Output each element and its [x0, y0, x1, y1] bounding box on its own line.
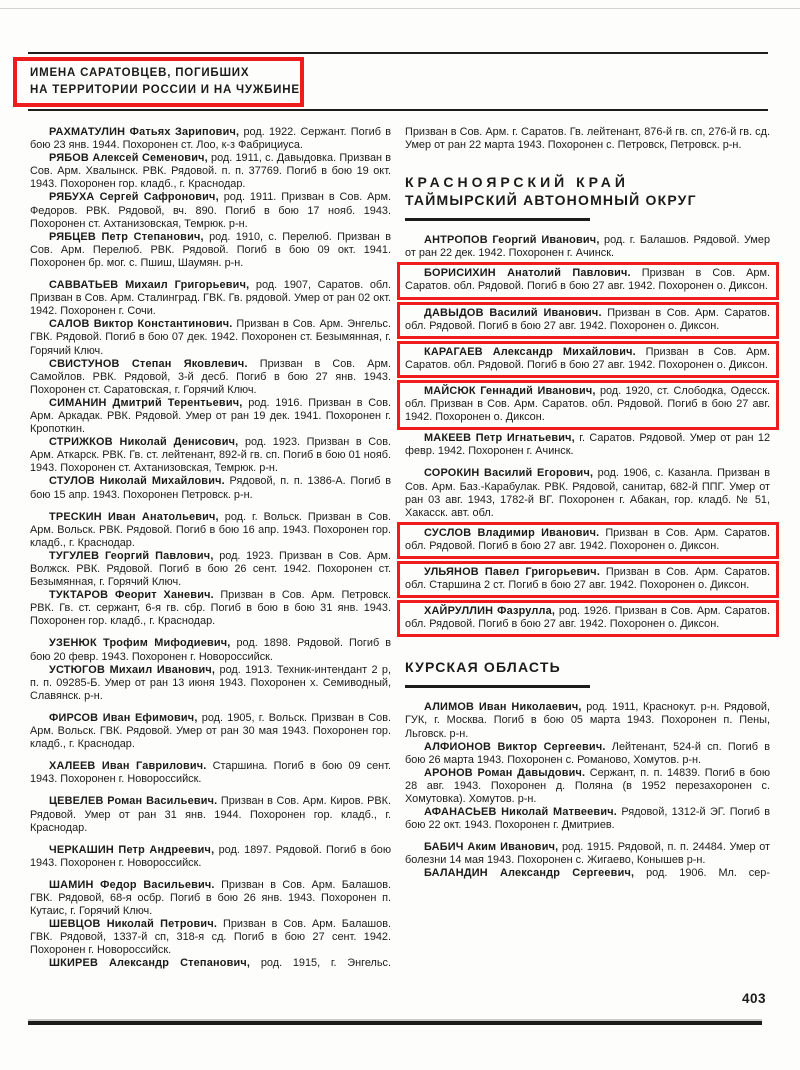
entry-person-name: ШКИРЕВ Александр Степанович,	[49, 957, 251, 970]
entry-details: Призван в Сов. Арм. Балашов. ГВК. Рядовой, 68-я осбр. Погиб в бою 26 янв. 1943. Похоронен п. Кутаис, г. Горячий Ключ.	[30, 878, 392, 918]
entry-person-name: РЯБЦЕВ Петр Степанович,	[49, 230, 204, 243]
entry-details: род. 1911, Краснокут. р-н. Рядовой, ГУК, г. Москва. Погиб в бою 05 марта 1943. Похоронен п. Пены, Льговск. р-н.	[405, 701, 770, 740]
header-rule-top	[28, 52, 768, 54]
entry-person-name: ХАЛЕЕВ Иван Гаврилович.	[49, 760, 207, 773]
memorial-entry-highlighted	[397, 561, 779, 598]
entry-person-name: СИМАНИН Дмитрий Терентьевич,	[49, 396, 243, 409]
entry-person-name: УЗЕНЮК Трофим Мифодиевич,	[49, 637, 231, 650]
memorial-entry	[30, 589, 391, 628]
entry-details: Призван в Сов. Арм. Энгельс. ГВК. Рядовой. Погиб в бою 07 дек. 1942. Похоронен ст. Безымянная, г. Горячий Ключ.	[30, 318, 392, 357]
entry-person-name: РЯБУХА Сергей Сафронович,	[49, 191, 219, 204]
memorial-entry-highlighted	[397, 380, 779, 430]
section-heading-line: КУРСКАЯ ОБЛАСТЬ	[405, 659, 561, 676]
entry-person-name: ТРЕСКИН Иван Анатольевич,	[49, 510, 219, 523]
entry-person-name: МАКЕЕВ Петр Игнатьевич,	[424, 432, 575, 445]
entry-details: род. г. Балашов. Рядовой. Умер от ран 22 дек. 1942. Похоронен г. Ачинск.	[405, 234, 771, 260]
memorial-entry	[30, 231, 391, 270]
section-heading-line: ТАЙМЫРСКИЙ АВТОНОМНЫЙ ОКРУГ	[405, 192, 697, 209]
entry-person-name: УСТЮГОВ Михаил Иванович,	[49, 663, 216, 676]
entry-person-name: ДАВЫДОВ Василий Иванович.	[424, 306, 602, 319]
entry-person-name: КАРАГАЕВ Александр Михайлович.	[424, 345, 636, 358]
entry-person-name: РЯБОВ Алексей Семенович,	[49, 152, 208, 165]
memorial-entry-highlighted	[397, 302, 779, 339]
entry-person-name: ЧЕРКАШИН Петр Андреевич,	[49, 843, 215, 856]
memorial-entry-highlighted	[397, 522, 779, 559]
memorial-entry	[30, 664, 391, 703]
memorial-entry	[405, 701, 770, 740]
memorial-entry-highlighted	[397, 600, 779, 637]
entry-person-name: ШЕВЦОВ Николай Петрович.	[49, 918, 218, 931]
entry-details: Призван в Сов. Арм. Саратов. обл. Рядовой. Погиб в бою 27 авг. 1942. Похоронен о. Диксон.	[405, 345, 770, 371]
memorial-entry	[30, 279, 391, 318]
entry-person-name: ШАМИН Федор Васильевич.	[49, 878, 215, 891]
entry-person-name: УЛЬЯНОВ Павел Григорьевич.	[424, 565, 601, 578]
memorial-entry	[405, 432, 770, 458]
right-column	[405, 126, 770, 971]
entry-details: Призван в Сов. Арм. Киров. РВК. Рядовой. Умер от ран 31 янв. 1944. Похоронен гор. кладб., г. Краснодар.	[30, 795, 392, 834]
entry-details: род. 1910, с. Перелюб. Призван в Сов. Арм. Перелюб. РВК. Рядовой. Погиб в бою 09 окт. 1941. Похоронен бр. мог. с. Пшиш, Шаумян. р-н.	[30, 230, 392, 269]
entry-person-name: СУСЛОВ Владимир Иванович.	[424, 526, 600, 539]
entry-details: Сержант, п. п. 14839. Погиб в бою 28 авг. 1943. Похоронен д. Поляна (в 1952 перезахоронен с. Хомутовка). Хомутов. р-н.	[405, 766, 770, 805]
entry-details: род. 1920, ст. Слободка, Одесск. обл. Призван в Сов. Арм. Саратов. обл. Рядовой. Погиб в бою 27 авг. 1942. Похоронен о. Диксон.	[405, 384, 770, 424]
entry-person-name: СВИСТУНОВ Степан Яковлевич.	[49, 357, 248, 370]
memorial-entry	[405, 741, 770, 767]
memorial-entry	[30, 879, 391, 918]
page-header-title-box	[13, 57, 304, 107]
entry-details: род. 1897. Рядовой. Погиб в бою 1943. Похоронен г. Новороссийск.	[30, 843, 392, 869]
entry-details: Призван в Сов. Арм. г. Саратов. Гв. лейтенант, 876-й гв. сп, 276-й гв. сд. Умер от ран 22 марта 1943. Похоронен с. Петровск, Петровск. р-н.	[405, 126, 770, 152]
memorial-entry	[30, 795, 391, 834]
entry-details: Призван в Сов. Арм. Самойлов. РВК. Рядовой, 3-й десб. Погиб в бою 27 янв. 1943. Похоронен ст. Саратовская, г. Горячий Ключ.	[30, 357, 392, 396]
memorial-entry-highlighted	[397, 262, 779, 299]
entry-details: род. 1913. Техник-интендант 2 р, п. п. 09285-Б. Умер от ран 13 июня 1943. Похоронен х. Семиводный, Славянск. р-н.	[30, 663, 392, 702]
entry-details: Призван в Сов. Арм. Саратов. обл. Рядовой. Погиб в бою 27 авг. 1942. Похоронен о. Диксон.	[405, 306, 770, 332]
entry-details: г. Саратов. Рядовой. Умер от ран 12 февр. 1942. Похоронен г. Ачинск.	[405, 432, 771, 458]
entry-person-name: БОРИСИХИН Анатолий Павлович.	[424, 267, 631, 280]
memorial-entry	[30, 126, 391, 152]
entry-person-name: АЛИМОВ Иван Николаевич,	[424, 701, 582, 714]
entry-details: Призван в Сов. Арм. Саратов. обл. Старшина 2 ст. Погиб в бою 27 авг. 1942. Похоронен о. Диксон.	[405, 565, 771, 592]
memorial-entry	[30, 436, 391, 475]
memorial-entry	[30, 844, 391, 870]
scan-edge-line	[0, 8, 800, 9]
page-title-line-1: ИМЕНА САРАТОВЦЕВ, ПОГИБШИХ	[30, 67, 250, 79]
page-number: 403	[741, 991, 766, 1006]
section-heading-rule	[405, 218, 590, 221]
entry-person-name: АРОНОВ Роман Давыдович.	[424, 766, 586, 779]
entry-person-name: СТРИЖКОВ Николай Денисович,	[49, 436, 239, 449]
entry-person-name: ЦЕВЕЛЕВ Роман Васильевич.	[49, 795, 218, 808]
memorial-entry	[30, 475, 391, 501]
entry-person-name: АЛФИОНОВ Виктор Сергеевич.	[424, 740, 606, 753]
memorial-entry	[30, 152, 391, 191]
entry-person-name: ТУГУЛЕВ Георгий Павлович,	[49, 549, 214, 562]
memorial-entry	[405, 806, 770, 832]
entry-details: род. 1926. Призван в Сов. Арм. Саратов. обл. Рядовой. Погиб в бою 27 авг. 1942. Похоронен о. Диксон.	[405, 605, 770, 631]
entry-person-name: РАХМАТУЛИН Фатьях Зарипович,	[49, 126, 240, 138]
section-heading-line: КРАСНОЯРСКИЙ КРАЙ	[405, 174, 629, 191]
entry-person-name: ФИРСОВ Иван Ефимович,	[49, 711, 198, 724]
entry-details: Призван в Сов. Арм. Балашов. ГВК. Рядовой, 1337-й сп, 318-я сд. Погиб в бою 27 сент. 1942. Похоронен г. Новороссийск.	[30, 918, 392, 957]
entry-person-name: СОРОКИН Василий Егорович,	[424, 467, 594, 480]
memorial-entry-highlighted	[397, 341, 779, 378]
entry-details: Рядовой, 1312-й ЭГ. Погиб в бою 22 окт. 1943. Похоронен г. Дмитриев.	[405, 806, 771, 832]
entry-details: Рядовой, п. п. 1386-А. Погиб в бою 15 апр. 1943. Похоронен Петровск. р-н.	[30, 475, 392, 501]
memorial-entry	[30, 550, 391, 589]
section-heading-rule	[405, 685, 590, 688]
text-columns	[30, 126, 770, 971]
entry-details: род. 1911. Призван в Сов. Арм. Федоров. РВК. Рядовой, вч. 890. Погиб в бою 17 нояб. 1943. Похоронен ст. Ахтанизовская, Темрюк. р-н.	[30, 191, 392, 230]
memorial-entry	[30, 191, 391, 230]
entry-details: род. 1922. Сержант. Погиб в бою 23 янв. 1944. Похоронен ст. Лоо, к-з Фабрициуса.	[30, 126, 392, 152]
entry-details: род. 1907, Саратов. обл. Призван в Сов. Арм. Сталинград. ГВК. Гв. рядовой. Умер от ран 02 окт. 1942. Похоронен г. Сочи.	[30, 279, 392, 318]
entry-details: род. 1916. Призван в Сов. Арм. Аркадак. РВК. Рядовой. Умер от ран 19 дек. 1941. Похоронен г. Кропоткин.	[30, 396, 392, 436]
memorial-entry	[30, 358, 391, 397]
memorial-entry	[30, 712, 391, 751]
entry-details: Старшина. Погиб в бою 09 сент. 1943. Похоронен г. Новороссийск.	[30, 760, 392, 786]
memorial-entry	[30, 511, 391, 550]
entry-person-name: СТУЛОВ Николай Михайлович.	[49, 475, 225, 488]
entry-details: Призван в Сов. Арм. Саратов. обл. Рядовой. Погиб в бою 27 авг. 1942. Похоронен о. Диксон.	[405, 267, 770, 293]
header-rule-bottom	[28, 109, 768, 111]
entry-details: Призван в Сов. Арм. Петровск. РВК. Гв. ст. сержант, 6-я гв. сбр. Погиб в бою в бою 31 янв. 1943. Похоронен гор. кладб., г. Краснодар.	[30, 589, 392, 628]
left-column	[30, 126, 391, 971]
memorial-entry	[405, 867, 770, 880]
entry-person-name: АФАНАСЬЕВ Николай Матвеевич.	[424, 806, 617, 819]
entry-person-name: ХАЙРУЛЛИН Фазрулла,	[424, 605, 556, 618]
footer-rule	[28, 1021, 762, 1025]
memorial-entry	[405, 841, 770, 867]
entry-details: род. 1898. Рядовой. Погиб в бою 20 февр. 1943. Похоронен г. Новороссийск.	[30, 637, 392, 663]
memorial-entry	[405, 234, 770, 260]
section-heading	[405, 658, 770, 688]
memorial-entry	[405, 467, 770, 519]
entry-details: род. 1905, г. Вольск. Призван в Сов. Арм. Вольск. ГВК. Рядовой. Умер от ран 30 мая 1943. Похоронен гор. кладб., г. Краснодар.	[30, 711, 392, 751]
entry-details: род. 1915, г. Энгельс.	[260, 957, 392, 970]
entry-continuation	[405, 126, 770, 152]
memorial-entry	[30, 318, 391, 357]
entry-details: род. 1915. Рядовой, п. п. 24484. Умер от болезни 14 мая 1943. Похоронен с. Жигаево, Конышев р-н.	[405, 841, 770, 867]
memorial-entry	[30, 918, 391, 957]
entry-details: род. г. Вольск. Призван в Сов. Арм. Вольск. РВК. Рядовой. Погиб в бою 16 апр. 1943. Похоронен гор. кладб., г. Краснодар.	[30, 510, 392, 549]
memorial-entry	[30, 760, 391, 786]
entry-person-name: САЛОВ Виктор Константинович.	[49, 318, 233, 331]
entry-person-name: САВВАТЬЕВ Михаил Григорьевич,	[49, 279, 250, 292]
entry-person-name: БАБИЧ Аким Иванович,	[424, 841, 559, 854]
memorial-entry	[405, 767, 770, 806]
section-heading	[405, 173, 770, 221]
page-title-line-2: НА ТЕРРИТОРИИ РОССИИ И НА ЧУЖБИНЕ	[30, 84, 300, 96]
entry-details: род. 1911, с. Давыдовка. Призван в Сов. Арм. Хвалынск. РВК. Рядовой. п. п. 37769. Погиб в бою 19 окт. 1943. Похоронен гор. кладб., г. Краснодар.	[30, 152, 392, 191]
memorial-entry	[30, 957, 391, 970]
entry-person-name: МАЙСЮК Геннадий Иванович,	[424, 384, 596, 397]
entry-details: род. 1923. Призван в Сов. Арм. Волжск. РВК. Рядовой. Погиб в бою 26 сент. 1942. Похоронен ст. Безымянная, г. Горячий Ключ.	[30, 549, 392, 589]
entry-person-name: БАЛАНДИН Александр Сергеевич,	[424, 867, 635, 880]
entry-person-name: АНТРОПОВ Георгий Иванович,	[424, 234, 600, 247]
entry-details: род. 1906, с. Казанла. Призван в Сов. Арм. Баз.-Карабулак. РВК. Рядовой, санитар, 682-й ППГ. Умер от ран 03 авг. 1943, 1782-й ВГ. Похоронен г. Абакан, гор. кладб. № 51, Хакасск. авт. обл.	[405, 467, 771, 519]
entry-details: Призван в Сов. Арм. Саратов. обл. Рядовой. Погиб в бою 27 авг. 1942. Похоронен о. Диксон.	[405, 526, 770, 552]
entry-details: род. 1923. Призван в Сов. Арм. Аткарск. РВК. Гв. ст. лейтенант, 892-й гв. сп. Погиб в бою 01 нояб. 1943. Похоронен ст. Ахтанизовская, Темрюк. р-н.	[30, 436, 392, 475]
entry-details: Лейтенант, 524-й сп. Погиб в бою 26 марта 1943. Похоронен с. Романово, Хомутов. р-н.	[405, 740, 770, 766]
memorial-entry	[30, 637, 391, 663]
entry-person-name: ТУКТАРОВ Феорит Ханевич.	[49, 589, 214, 602]
entry-details: род. 1906. Мл. сер-	[646, 867, 770, 880]
memorial-entry	[30, 397, 391, 436]
